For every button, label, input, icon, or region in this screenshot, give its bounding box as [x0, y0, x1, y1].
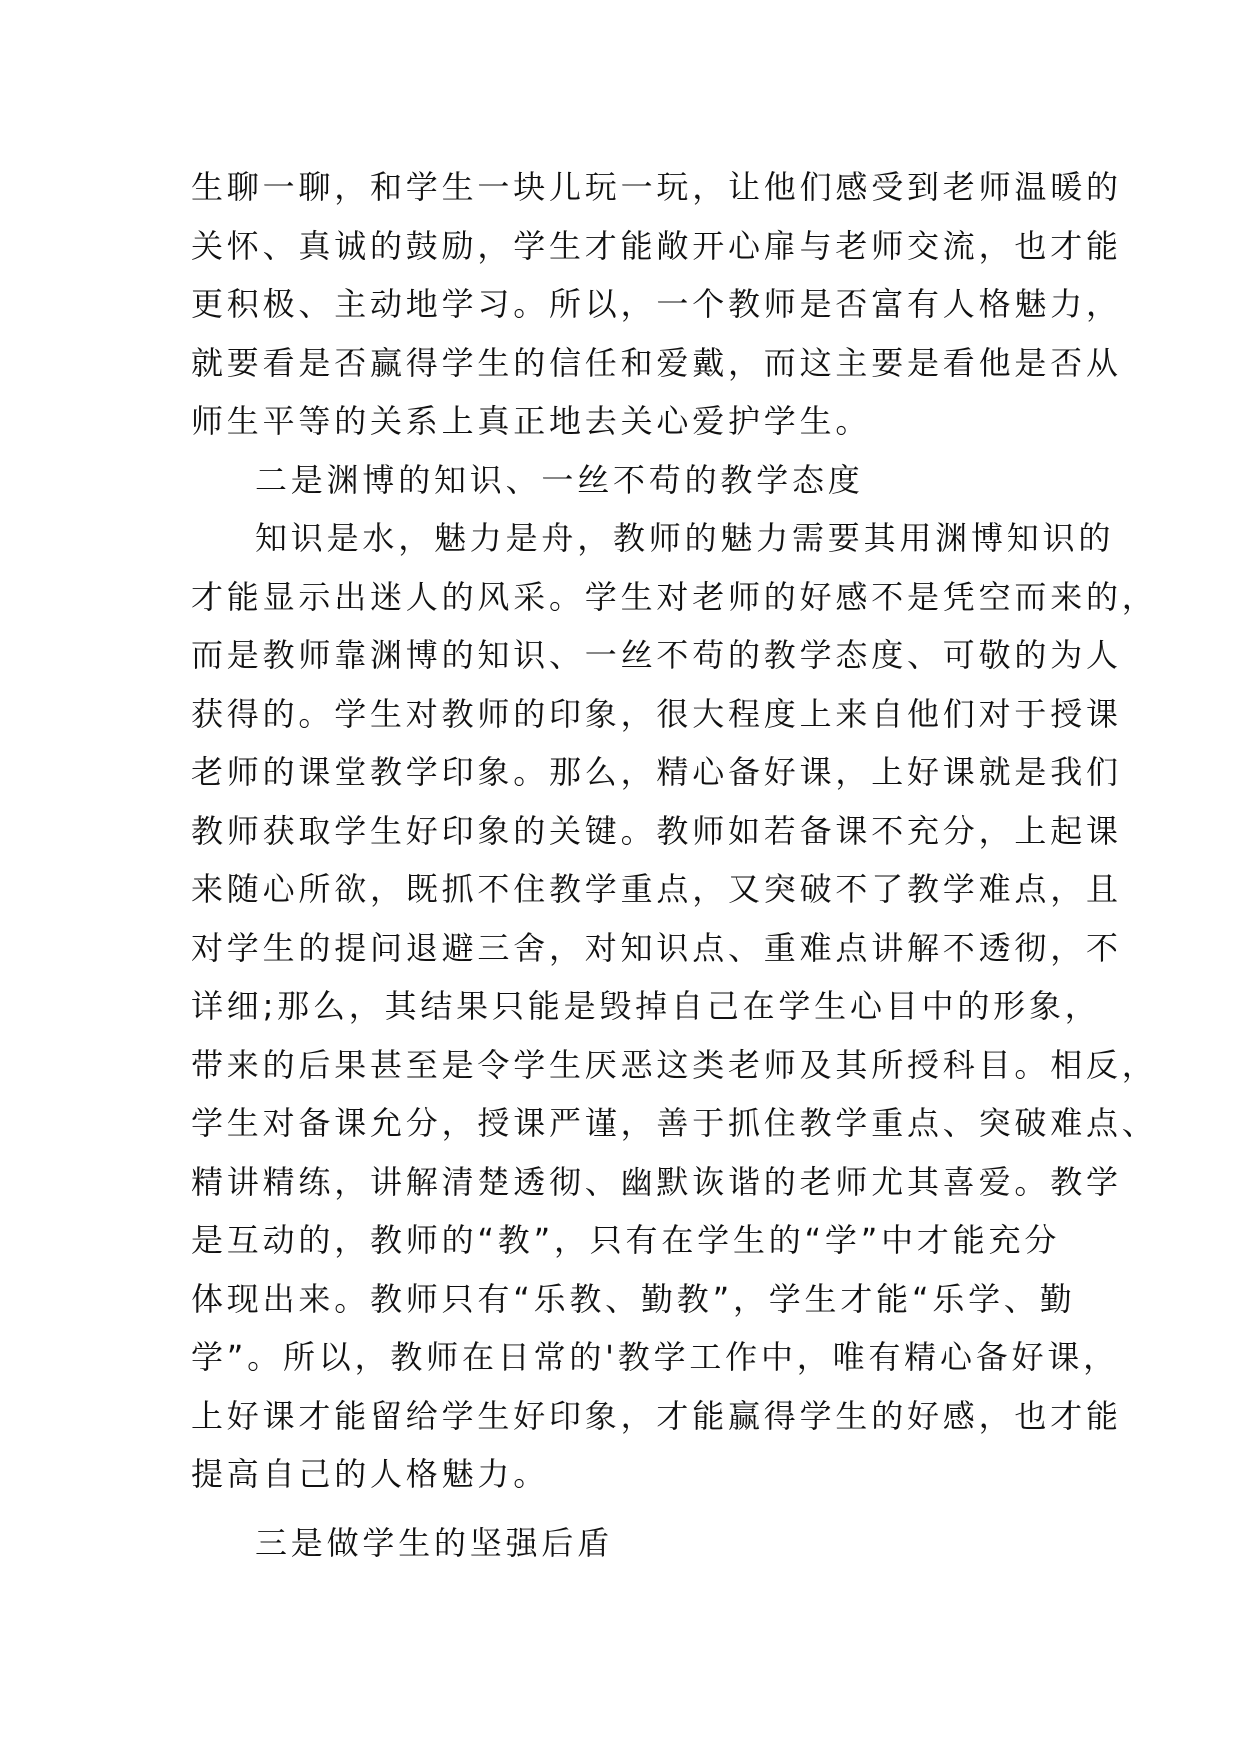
- paragraph-line: 就要看是否赢得学生的信任和爱戴，而这主要是看他是否从: [191, 343, 1122, 382]
- paragraph-line: 关怀、真诚的鼓励，学生才能敞开心扉与老师交流，也才能: [191, 226, 1122, 265]
- paragraph-line: 精讲精练，讲解清楚透彻、幽默诙谐的老师尤其喜爱。教学: [191, 1162, 1122, 1201]
- paragraph-line: 才能显示出迷人的风采。学生对老师的好感不是凭空而来的，: [191, 577, 1158, 616]
- paragraph-line: 详细;那么，其结果只能是毁掉自己在学生心目中的形象，: [191, 987, 1101, 1025]
- section-heading: 二是渊博的知识、一丝不苟的教学态度: [255, 460, 864, 499]
- paragraph-line: 知识是水，魅力是舟，教师的魅力需要其用渊博知识的: [255, 519, 1115, 557]
- paragraph-line: 提高自己的人格魅力。: [191, 1455, 550, 1493]
- paragraph-line: 师生平等的关系上真正地去关心爱护学生。: [191, 402, 872, 440]
- section-heading: 三是做学生的坚强后盾: [255, 1523, 614, 1562]
- paragraph-line: 学”。所以，教师在日常的'教学工作中，唯有精心备好课，: [191, 1338, 1119, 1376]
- paragraph-line: 生聊一聊，和学生一块儿玩一玩，让他们感受到老师温暖的: [191, 168, 1122, 206]
- paragraph-line: 学生对备课允分，授课严谨，善于抓住教学重点、突破难点、: [191, 1104, 1158, 1142]
- paragraph-line: 教师获取学生好印象的关键。教师如若备课不充分，上起课: [191, 811, 1122, 850]
- paragraph-line: 是互动的，教师的“教”，只有在学生的“学”中才能充分: [191, 1221, 1061, 1259]
- document-body: [191, 158, 1158, 1572]
- paragraph-line: 而是教师靠渊博的知识、一丝不苟的教学态度、可敬的为人: [191, 636, 1122, 674]
- paragraph-line: 带来的后果甚至是令学生厌恶这类老师及其所授科目。相反，: [191, 1045, 1158, 1084]
- paragraph-line: 老师的课堂教学印象。那么，精心备好课，上好课就是我们: [191, 753, 1122, 791]
- paragraph-line: 对学生的提问退避三舍，对知识点、重难点讲解不透彻，不: [191, 928, 1122, 967]
- paragraph-line: 获得的。学生对教师的印象，很大程度上来自他们对于授课: [191, 694, 1122, 733]
- paragraph-line: 来随心所欲，既抓不住教学重点，又突破不了教学难点，且: [191, 870, 1122, 908]
- paragraph-line: 更积极、主动地学习。所以，一个教师是否富有人格魅力，: [191, 285, 1122, 323]
- paragraph-line: 上好课才能留给学生好印象，才能赢得学生的好感，也才能: [191, 1396, 1122, 1435]
- paragraph-line: 体现出来。教师只有“乐教、勤教”，学生才能“乐学、勤: [191, 1279, 1076, 1318]
